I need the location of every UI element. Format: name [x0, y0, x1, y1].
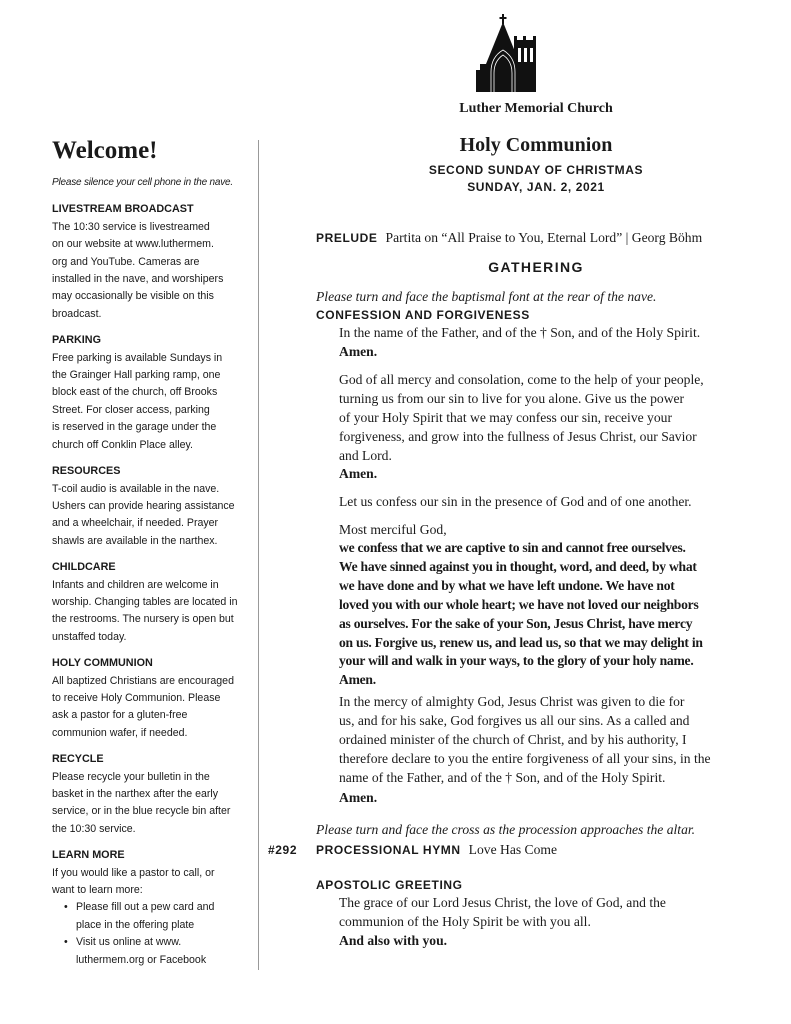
learn-more-line: luthermem.org or Facebook: [76, 953, 207, 966]
confession-prayer: [339, 539, 703, 690]
hymn-label: PROCESSIONAL HYMN: [316, 843, 461, 857]
prelude-label: PRELUDE: [316, 231, 378, 245]
section-text-line: If you would like a pastor to call, or: [52, 866, 215, 879]
prayer-of-preparation: [339, 371, 704, 466]
learn-more-line: • Visit us online at www.: [76, 936, 182, 949]
section-text-line: to receive Holy Communion. Please: [52, 691, 221, 704]
service-title: Holy Communion: [459, 134, 613, 156]
section-text-line: Free parking is available Sundays in: [52, 351, 223, 364]
section-text-line: and a wheelchair, if needed. Prayer: [52, 517, 219, 530]
section-text-line: broadcast.: [52, 307, 102, 320]
text-line: Amen.: [339, 672, 376, 688]
section-text-line: shawls are available in the narthex.: [52, 534, 218, 547]
info-section: [52, 655, 257, 742]
section-text-line: Infants and children are welcome in: [52, 578, 219, 591]
hymn-title: Love Has Come: [468, 842, 558, 857]
call-to-confession: Let us confess our sin in the presence of God and of one another.: [339, 494, 692, 509]
welcome-sidebar: [52, 136, 257, 969]
info-sections: [52, 201, 257, 899]
section-text-line: the restrooms. The nursery is open but: [52, 613, 234, 626]
absolution: [339, 693, 711, 788]
section-text-line: org and YouTube. Cameras are: [52, 255, 200, 268]
section-text-line: the 10:30 service.: [52, 822, 136, 835]
section-heading: RECYCLE: [52, 753, 104, 766]
section-text-line: on our website at www.luthermem.: [52, 238, 214, 251]
section-text-line: The 10:30 service is livestreamed: [52, 220, 210, 233]
confession-intro: Most merciful God,: [339, 522, 447, 537]
info-section: [52, 559, 257, 646]
section-text-line: communion wafer, if needed.: [52, 726, 188, 739]
church-building-icon: [474, 12, 538, 92]
section-text-line: All baptized Christians are encouraged: [52, 674, 234, 687]
learn-more-line: place in the offering plate: [76, 918, 195, 931]
welcome-title: Welcome!: [52, 137, 158, 164]
section-text-line: basket in the narthex after the early: [52, 788, 219, 800]
section-text-line: installed in the nave, and worshipers: [52, 273, 224, 286]
greeting-heading: APOSTOLIC GREETING: [316, 878, 463, 892]
section-text-line: unstaffed today.: [52, 630, 127, 643]
section-heading: CHILDCARE: [52, 561, 116, 574]
greeting-response: And also with you.: [339, 933, 448, 948]
text-line: of your Holy Spirit that we may confess our sin, receive your: [339, 409, 672, 425]
rubric-procession: Please turn and face the cross as the procession approaches the altar.: [316, 822, 696, 837]
info-section: [52, 751, 257, 838]
learn-more-list: [52, 899, 257, 969]
text-line: In the mercy of almighty God, Jesus Christ was given to die for: [339, 694, 685, 709]
text-line: loved you with our whole heart; we have not loved our neighbors: [339, 596, 699, 612]
section-text-line: want to learn more:: [52, 884, 143, 897]
text-line: forgiveness, and grow into the fullness of Jesus Christ, our Savior: [339, 428, 697, 444]
section-heading: RESOURCES: [52, 465, 121, 478]
text-line: us, and for his sake, God forgives us all our sins. As a called and: [339, 712, 690, 728]
section-text-line: Please recycle your bulletin in the: [52, 770, 210, 783]
amen-response: Amen.: [339, 466, 378, 481]
section-text-line: block east of the church, off Brooks: [52, 386, 218, 399]
service-date: SUNDAY, JAN. 2, 2021: [467, 180, 605, 194]
occasion: SECOND SUNDAY OF CHRISTMAS: [428, 163, 644, 177]
section-text-line: is reserved in the garage under the: [52, 421, 217, 434]
section-text-line: service, or in the blue recycle bin after: [52, 805, 231, 818]
section-text-line: T-coil audio is available in the nave.: [52, 482, 220, 495]
text-line: as ourselves. For the sake of your Son, Jesus Christ, have mercy: [339, 615, 693, 631]
rubric-font: Please turn and face the baptismal font at the rear of the nave.: [316, 289, 657, 304]
prelude-text: Partita on “All Praise to You, Eternal Lord” | Georg Böhm: [385, 230, 703, 245]
section-text-line: ask a pastor for a gluten-free: [52, 709, 188, 722]
section-text-line: church off Conklin Place alley.: [52, 438, 193, 451]
text-line: communion of the Holy Spirit be with you all.: [339, 913, 591, 929]
learn-more-item: [76, 899, 257, 934]
section-heading: PARKING: [52, 334, 101, 347]
section-text-line: worship. Changing tables are located in: [52, 595, 238, 608]
apostolic-greeting: [339, 894, 666, 932]
text-line: ordained minister of the church of Christ, and by his authority, I: [339, 731, 687, 747]
text-line: The grace of our Lord Jesus Christ, the love of God, and the: [339, 895, 666, 910]
info-section: [52, 463, 257, 550]
confession-heading: CONFESSION AND FORGIVENESS: [316, 308, 530, 322]
text-line: name of the Father, and of the † Son, and of the Holy Spirit.: [339, 769, 666, 785]
text-line: We have sinned against you in thought, word, and deed, by what: [339, 558, 697, 574]
text-line: your will and walk in your ways, to the glory of your holy name.: [339, 653, 694, 669]
section-heading: LIVESTREAM BROADCAST: [52, 203, 194, 216]
silence-phone-note: Please silence your cell phone in the nave.: [52, 177, 233, 188]
text-line: we confess that we are captive to sin and cannot free ourselves.: [339, 540, 686, 555]
learn-more-line: • Please fill out a pew card and: [76, 901, 215, 914]
section-text-line: may occasionally be visible on this: [52, 290, 214, 303]
hymn-number: #292: [268, 843, 298, 857]
text-line: turning us from our sin to live for you alone. Give us the power: [339, 390, 685, 406]
invocation: In the name of the Father, and of the † Son, and of the Holy Spirit.: [339, 325, 701, 340]
info-section: [52, 201, 257, 323]
church-name: Luther Memorial Church: [459, 101, 613, 116]
info-section: [52, 332, 257, 454]
section-text-line: the Grainger Hall parking ramp, one: [52, 369, 221, 382]
text-line: therefore declare to you the entire forgiveness of all your sins, in the: [339, 750, 711, 766]
text-line: we have done and by what we have left undone. We have not: [339, 577, 675, 593]
info-section: [52, 847, 257, 899]
text-line: God of all mercy and consolation, come to the help of your people,: [339, 372, 704, 387]
amen-response: Amen.: [339, 790, 378, 805]
text-line: on us. Forgive us, renew us, and lead us, so that we may delight in: [339, 634, 703, 650]
section-heading: HOLY COMMUNION: [52, 657, 153, 670]
column-divider: [258, 140, 259, 970]
text-line: and Lord.: [339, 447, 392, 463]
processional-hymn: [316, 841, 557, 860]
amen-response: Amen.: [339, 344, 378, 359]
section-heading: LEARN MORE: [52, 849, 125, 862]
section-text-line: Ushers can provide hearing assistance: [52, 499, 235, 512]
learn-more-item: [76, 934, 257, 969]
section-gathering: GATHERING: [488, 259, 584, 275]
prelude: [316, 229, 702, 248]
section-text-line: Street. For closer access, parking: [52, 403, 210, 416]
